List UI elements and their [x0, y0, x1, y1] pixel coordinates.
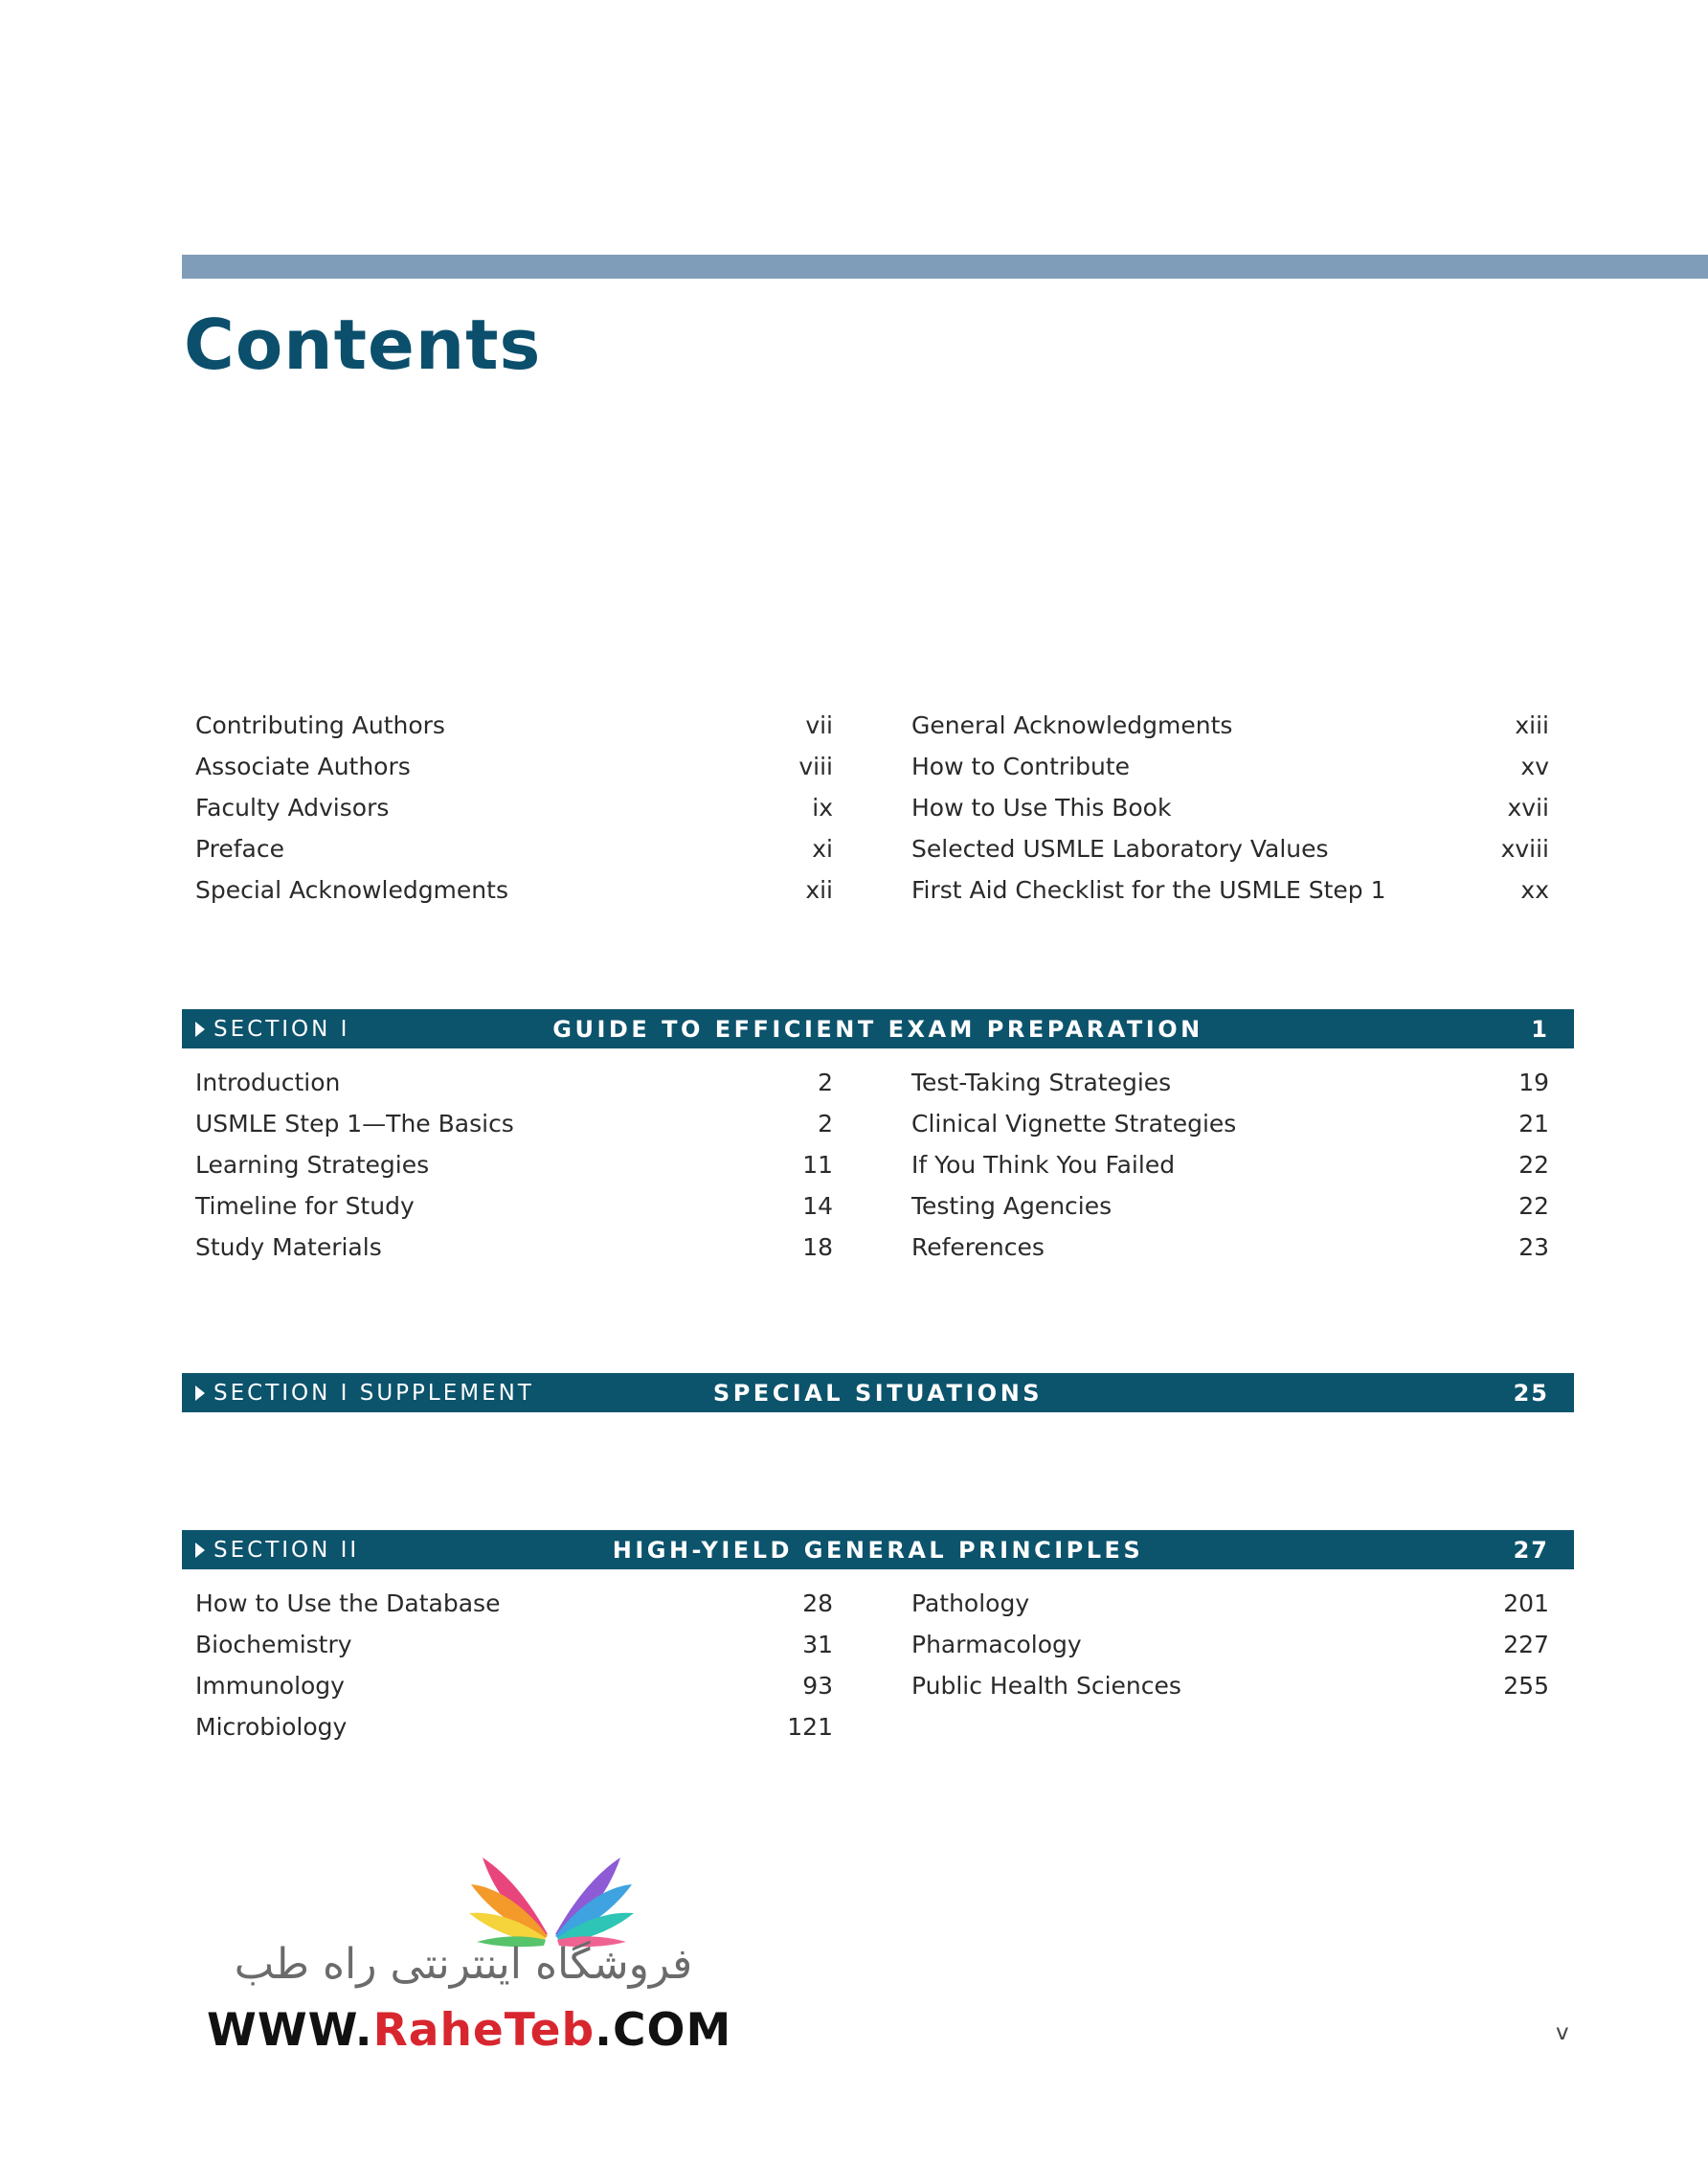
section-2-right-column	[911, 1583, 1574, 1747]
toc-entry-page: xii	[805, 876, 833, 904]
page-number: v	[1556, 2020, 1569, 2045]
front-matter-right-column	[911, 705, 1574, 911]
page-title: Contents	[184, 304, 542, 385]
toc-entry-page: xvii	[1507, 794, 1549, 822]
toc-entry-page: 18	[802, 1233, 833, 1261]
toc-entry[interactable]	[195, 705, 833, 746]
open-book-rainbow-icon	[205, 1848, 741, 1953]
toc-entry-page: vii	[805, 711, 833, 739]
toc-entry-page: 2	[818, 1110, 833, 1138]
toc-entry-label: Biochemistry	[195, 1631, 352, 1658]
toc-entry-page: 28	[802, 1589, 833, 1617]
toc-entry-label: Immunology	[195, 1672, 345, 1700]
toc-entry-label: Faculty Advisors	[195, 794, 390, 822]
toc-entry-page: 121	[787, 1713, 833, 1741]
section-title: GUIDE TO EFFICIENT EXAM PREPARATION	[552, 1015, 1203, 1043]
section-2-left-column	[182, 1583, 833, 1747]
toc-entry-label: Timeline for Study	[195, 1192, 415, 1220]
toc-entry-label: References	[911, 1233, 1045, 1261]
section-title: HIGH-YIELD GENERAL PRINCIPLES	[612, 1536, 1144, 1564]
toc-entry[interactable]	[195, 1227, 833, 1268]
toc-entry-page: ix	[812, 794, 833, 822]
toc-entry[interactable]	[911, 1227, 1549, 1268]
toc-entry-page: 227	[1503, 1631, 1549, 1658]
section-1-block	[182, 1009, 1574, 1268]
toc-entry-label: Study Materials	[195, 1233, 382, 1261]
watermark-url: WWW.RaheTeb.COM	[207, 2004, 732, 2057]
toc-entry-page: 11	[802, 1151, 833, 1179]
watermark-persian-text: فروشگاه اینترنتی راه طب	[234, 1940, 693, 1989]
toc-entry[interactable]	[195, 1144, 833, 1185]
section-label: SECTION I	[195, 1017, 349, 1042]
toc-entry-label: USMLE Step 1—The Basics	[195, 1110, 514, 1138]
toc-entry[interactable]	[195, 1583, 833, 1624]
toc-entry-label: Public Health Sciences	[911, 1672, 1181, 1700]
toc-entry-page: 23	[1518, 1233, 1549, 1261]
section-page: 25	[1513, 1379, 1549, 1407]
toc-entry-page: 14	[802, 1192, 833, 1220]
section-page: 27	[1513, 1536, 1549, 1564]
toc-entry-page: 93	[802, 1672, 833, 1700]
toc-entry-label: Introduction	[195, 1069, 341, 1096]
toc-entry-page: xx	[1520, 876, 1549, 904]
watermark	[205, 1848, 741, 2059]
toc-entry[interactable]	[911, 828, 1549, 869]
toc-entry-label: First Aid Checklist for the USMLE Step 1	[911, 876, 1386, 904]
toc-entry-page: viii	[798, 753, 833, 780]
toc-entry-page: 201	[1503, 1589, 1549, 1617]
toc-entry-page: 31	[802, 1631, 833, 1658]
section-1-right-column	[911, 1062, 1574, 1268]
toc-entry[interactable]	[195, 1706, 833, 1747]
toc-entry[interactable]	[195, 1624, 833, 1665]
toc-entry[interactable]	[911, 1624, 1549, 1665]
toc-entry[interactable]	[911, 1185, 1549, 1227]
toc-entry-page: xi	[812, 835, 833, 863]
toc-entry[interactable]	[911, 869, 1549, 911]
toc-entry[interactable]	[911, 1103, 1549, 1144]
toc-entry-label: Testing Agencies	[911, 1192, 1112, 1220]
section-2-block	[182, 1530, 1574, 1747]
section-label: SECTION II	[195, 1538, 359, 1563]
toc-entry-label: Pathology	[911, 1589, 1030, 1617]
section-header-bar[interactable]	[182, 1373, 1574, 1412]
toc-entry[interactable]	[195, 746, 833, 787]
front-matter-toc	[182, 705, 1574, 911]
toc-entry[interactable]	[911, 705, 1549, 746]
toc-entry-page: 2	[818, 1069, 833, 1096]
toc-entry[interactable]	[195, 1185, 833, 1227]
toc-entry-page: 255	[1503, 1672, 1549, 1700]
toc-entry-label: Special Acknowledgments	[195, 876, 508, 904]
toc-entry-label: Test-Taking Strategies	[911, 1069, 1172, 1096]
toc-entry-label: Pharmacology	[911, 1631, 1082, 1658]
toc-entry[interactable]	[911, 746, 1549, 787]
toc-entry-page: 19	[1518, 1069, 1549, 1096]
section-1-supplement-block	[182, 1373, 1574, 1426]
toc-entry-page: xv	[1520, 753, 1549, 780]
toc-entry-page: xviii	[1500, 835, 1549, 863]
section-label: SECTION I SUPPLEMENT	[195, 1381, 534, 1406]
front-matter-left-column	[182, 705, 833, 911]
toc-entry[interactable]	[195, 828, 833, 869]
toc-entry-label: Contributing Authors	[195, 711, 445, 739]
toc-entry[interactable]	[195, 1665, 833, 1706]
toc-entry[interactable]	[911, 1062, 1549, 1103]
toc-entry[interactable]	[195, 869, 833, 911]
section-1-left-column	[182, 1062, 833, 1268]
toc-entry[interactable]	[195, 1103, 833, 1144]
toc-entry-label: Clinical Vignette Strategies	[911, 1110, 1237, 1138]
section-page: 1	[1531, 1015, 1549, 1043]
toc-entry-label: Microbiology	[195, 1713, 348, 1741]
toc-entry-label: How to Use the Database	[195, 1589, 501, 1617]
toc-entry-label: If You Think You Failed	[911, 1151, 1176, 1179]
toc-entry-label: Preface	[195, 835, 284, 863]
toc-entry-label: How to Contribute	[911, 753, 1131, 780]
toc-entry[interactable]	[195, 787, 833, 828]
toc-entry[interactable]	[911, 1583, 1549, 1624]
toc-entry[interactable]	[911, 1144, 1549, 1185]
toc-entry-page: 21	[1518, 1110, 1549, 1138]
toc-entry[interactable]	[911, 1665, 1549, 1706]
toc-entry-label: How to Use This Book	[911, 794, 1172, 822]
toc-entry-label: Learning Strategies	[195, 1151, 430, 1179]
top-rule-bar	[182, 255, 1708, 279]
section-header-bar[interactable]	[182, 1530, 1574, 1569]
toc-entry[interactable]	[911, 787, 1549, 828]
toc-entry-page: xiii	[1515, 711, 1549, 739]
toc-entry[interactable]	[195, 1062, 833, 1103]
toc-entry-label: Associate Authors	[195, 753, 411, 780]
toc-entry-label: General Acknowledgments	[911, 711, 1233, 739]
section-title: SPECIAL SITUATIONS	[712, 1379, 1044, 1407]
toc-entry-label: Selected USMLE Laboratory Values	[911, 835, 1329, 863]
toc-entry-page: 22	[1518, 1192, 1549, 1220]
section-header-bar[interactable]	[182, 1009, 1574, 1048]
toc-entry-page: 22	[1518, 1151, 1549, 1179]
